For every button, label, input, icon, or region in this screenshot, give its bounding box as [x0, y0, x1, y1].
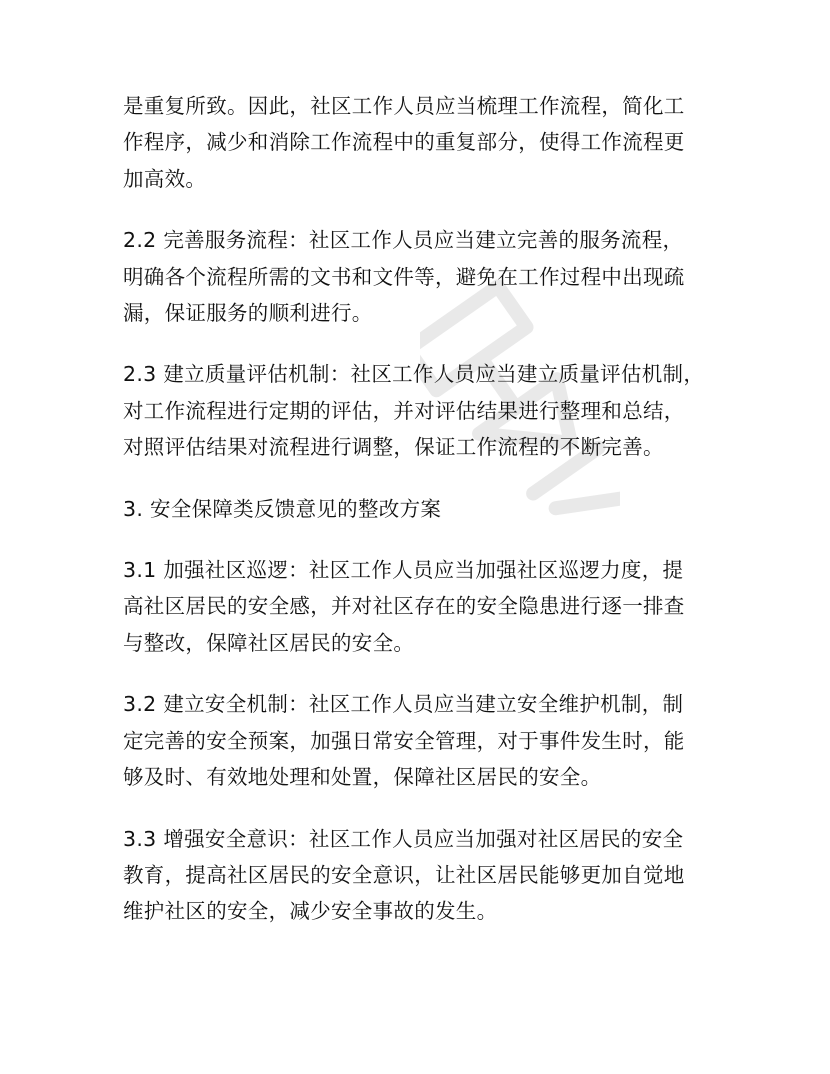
paragraph-continued	[123, 88, 723, 197]
text-line: 高社区居民的安全感，并对社区存在的安全隐患进行逐一排查	[123, 594, 685, 619]
text-line: 够及时、有效地处理和处置，保障社区居民的安全。	[123, 765, 602, 790]
text-line: 教育，提高社区居民的安全意识，让社区居民能够更加自觉地	[123, 862, 685, 887]
text-line: 是重复所致。因此，社区工作人员应当梳理工作流程，简化工	[123, 94, 685, 118]
text-line: 作程序，减少和消除工作流程中的重复部分，使得工作流程更	[123, 130, 685, 155]
text-line: 对照评估结果对流程进行调整，保证工作流程的不断完善。	[123, 435, 664, 460]
text-line: 2.2 完善服务流程：社区工作人员应当建立完善的服务流程，	[123, 228, 684, 253]
text-line: 3.1 加强社区巡逻：社区工作人员应当加强社区巡逻力度，提	[123, 558, 684, 583]
text-line: 3.2 建立安全机制：社区工作人员应当建立安全维护机制，制	[123, 692, 684, 717]
section-heading-3	[123, 491, 723, 527]
text-line: 维护社区的安全，减少安全事故的发生。	[123, 899, 498, 924]
text-line: 2.3 建立质量评估机制：社区工作人员应当建立质量评估机制，	[123, 362, 705, 387]
text-line: 与整改，保障社区居民的安全。	[123, 630, 415, 655]
paragraph-2-3	[123, 356, 723, 465]
paragraph-2-2	[123, 222, 723, 331]
text-line: 加高效。	[123, 166, 207, 191]
paragraph-3-2	[123, 686, 723, 795]
document-body	[123, 88, 723, 955]
paragraph-3-3	[123, 821, 723, 930]
text-line: 3.3 增强安全意识：社区工作人员应当加强对社区居民的安全	[123, 826, 684, 851]
text-line: 对工作流程进行定期的评估，并对评估结果进行整理和总结，	[123, 398, 685, 423]
text-line: 漏，保证服务的顺利进行。	[123, 301, 373, 326]
text-line: 定完善的安全预案，加强日常安全管理，对于事件发生时，能	[123, 728, 685, 753]
heading-line: 3. 安全保障类反馈意见的整改方案	[123, 496, 442, 521]
paragraph-3-1	[123, 552, 723, 661]
text-line: 明确各个流程所需的文书和文件等，避免在工作过程中出现疏	[123, 264, 685, 289]
